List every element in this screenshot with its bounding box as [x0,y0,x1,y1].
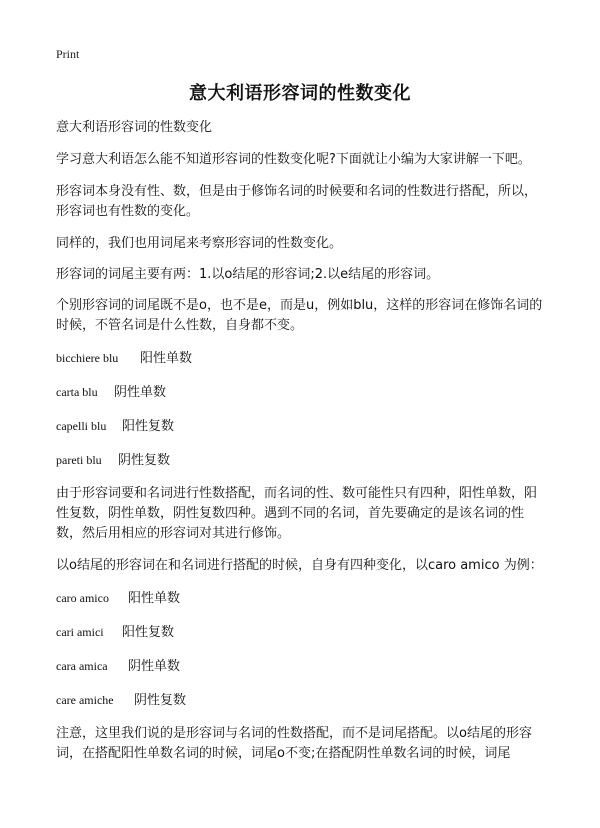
example-gender: 阳性复数 [122,419,175,434]
example-phrase: capelli blu [56,419,107,433]
example-row [56,588,548,609]
paragraph-adjective-change: 形容词本身没有性、数，但是由于修饰名词的时候要和名词的性数进行搭配，所以，形容词也有性数的变化。 [56,184,538,219]
example-row [56,382,548,403]
example-row [56,656,548,677]
paragraph-noun-agreement: 由于形容词要和名词进行性数搭配，而名词的性、数可能性只有四种，阳性单数，阳性复数，阴性单数，阴性复数四种。遇到不同的名词，首先要确定的是该名词的性数，然后用相应的形容词对其进行修饰。 [56,486,538,541]
example-gender: 阴性单数 [114,385,167,400]
example-phrase: caro amico [56,591,109,605]
example-phrase: pareti blu [56,453,102,467]
paragraph-intro: 学习意大利语怎么能不知道形容词的性数变化呢?下面就让小编为大家讲解一下吧。 [56,152,531,167]
example-gender: 阳性复数 [122,625,175,640]
example-gender: 阴性复数 [118,453,171,468]
paragraph-word-ending: 同样的，我们也用词尾来考察形容词的性数变化。 [56,236,343,251]
page-title: 意大利语形容词的性数变化 [189,83,411,104]
paragraph-two-endings: 形容词的词尾主要有两：1.以o结尾的形容词;2.以e结尾的形容词。 [56,267,440,282]
example-phrase: carta blu [56,385,98,399]
example-row [56,450,548,471]
example-gender: 阴性单数 [128,659,181,674]
example-row [56,348,548,369]
example-row [56,622,548,643]
example-gender: 阳性单数 [140,351,193,366]
paragraph-o-ending: 以o结尾的形容词在和名词进行搭配的时候，自身有四种变化，以caro amico 为例： [56,558,543,573]
article-body [56,118,548,776]
paragraph-blu-exception: 个别形容词的词尾既不是o，也不是e，而是u，例如blu，这样的形容词在修饰名词的时候，不管名词是什么性数，自身都不变。 [56,298,543,333]
example-phrase: bicchiere blu [56,351,119,365]
example-row [56,416,548,437]
examples-blu-list [56,348,548,471]
examples-caro-list [56,588,548,711]
example-phrase: care amiche [56,693,114,707]
example-phrase: cari amici [56,625,104,639]
print-label: Print [56,47,80,61]
paragraph-note: 注意，这里我们说的是形容词与名词的性数搭配，而不是词尾搭配。以o结尾的形容词，在搭配阳性单数名词的时候，词尾o不变;在搭配阴性单数名词的时候，词尾 [56,726,532,761]
example-gender: 阴性复数 [134,693,187,708]
example-gender: 阳性单数 [128,591,181,606]
example-phrase: cara amica [56,659,108,673]
article-subtitle: 意大利语形容词的性数变化 [56,120,213,135]
example-row [56,690,548,711]
